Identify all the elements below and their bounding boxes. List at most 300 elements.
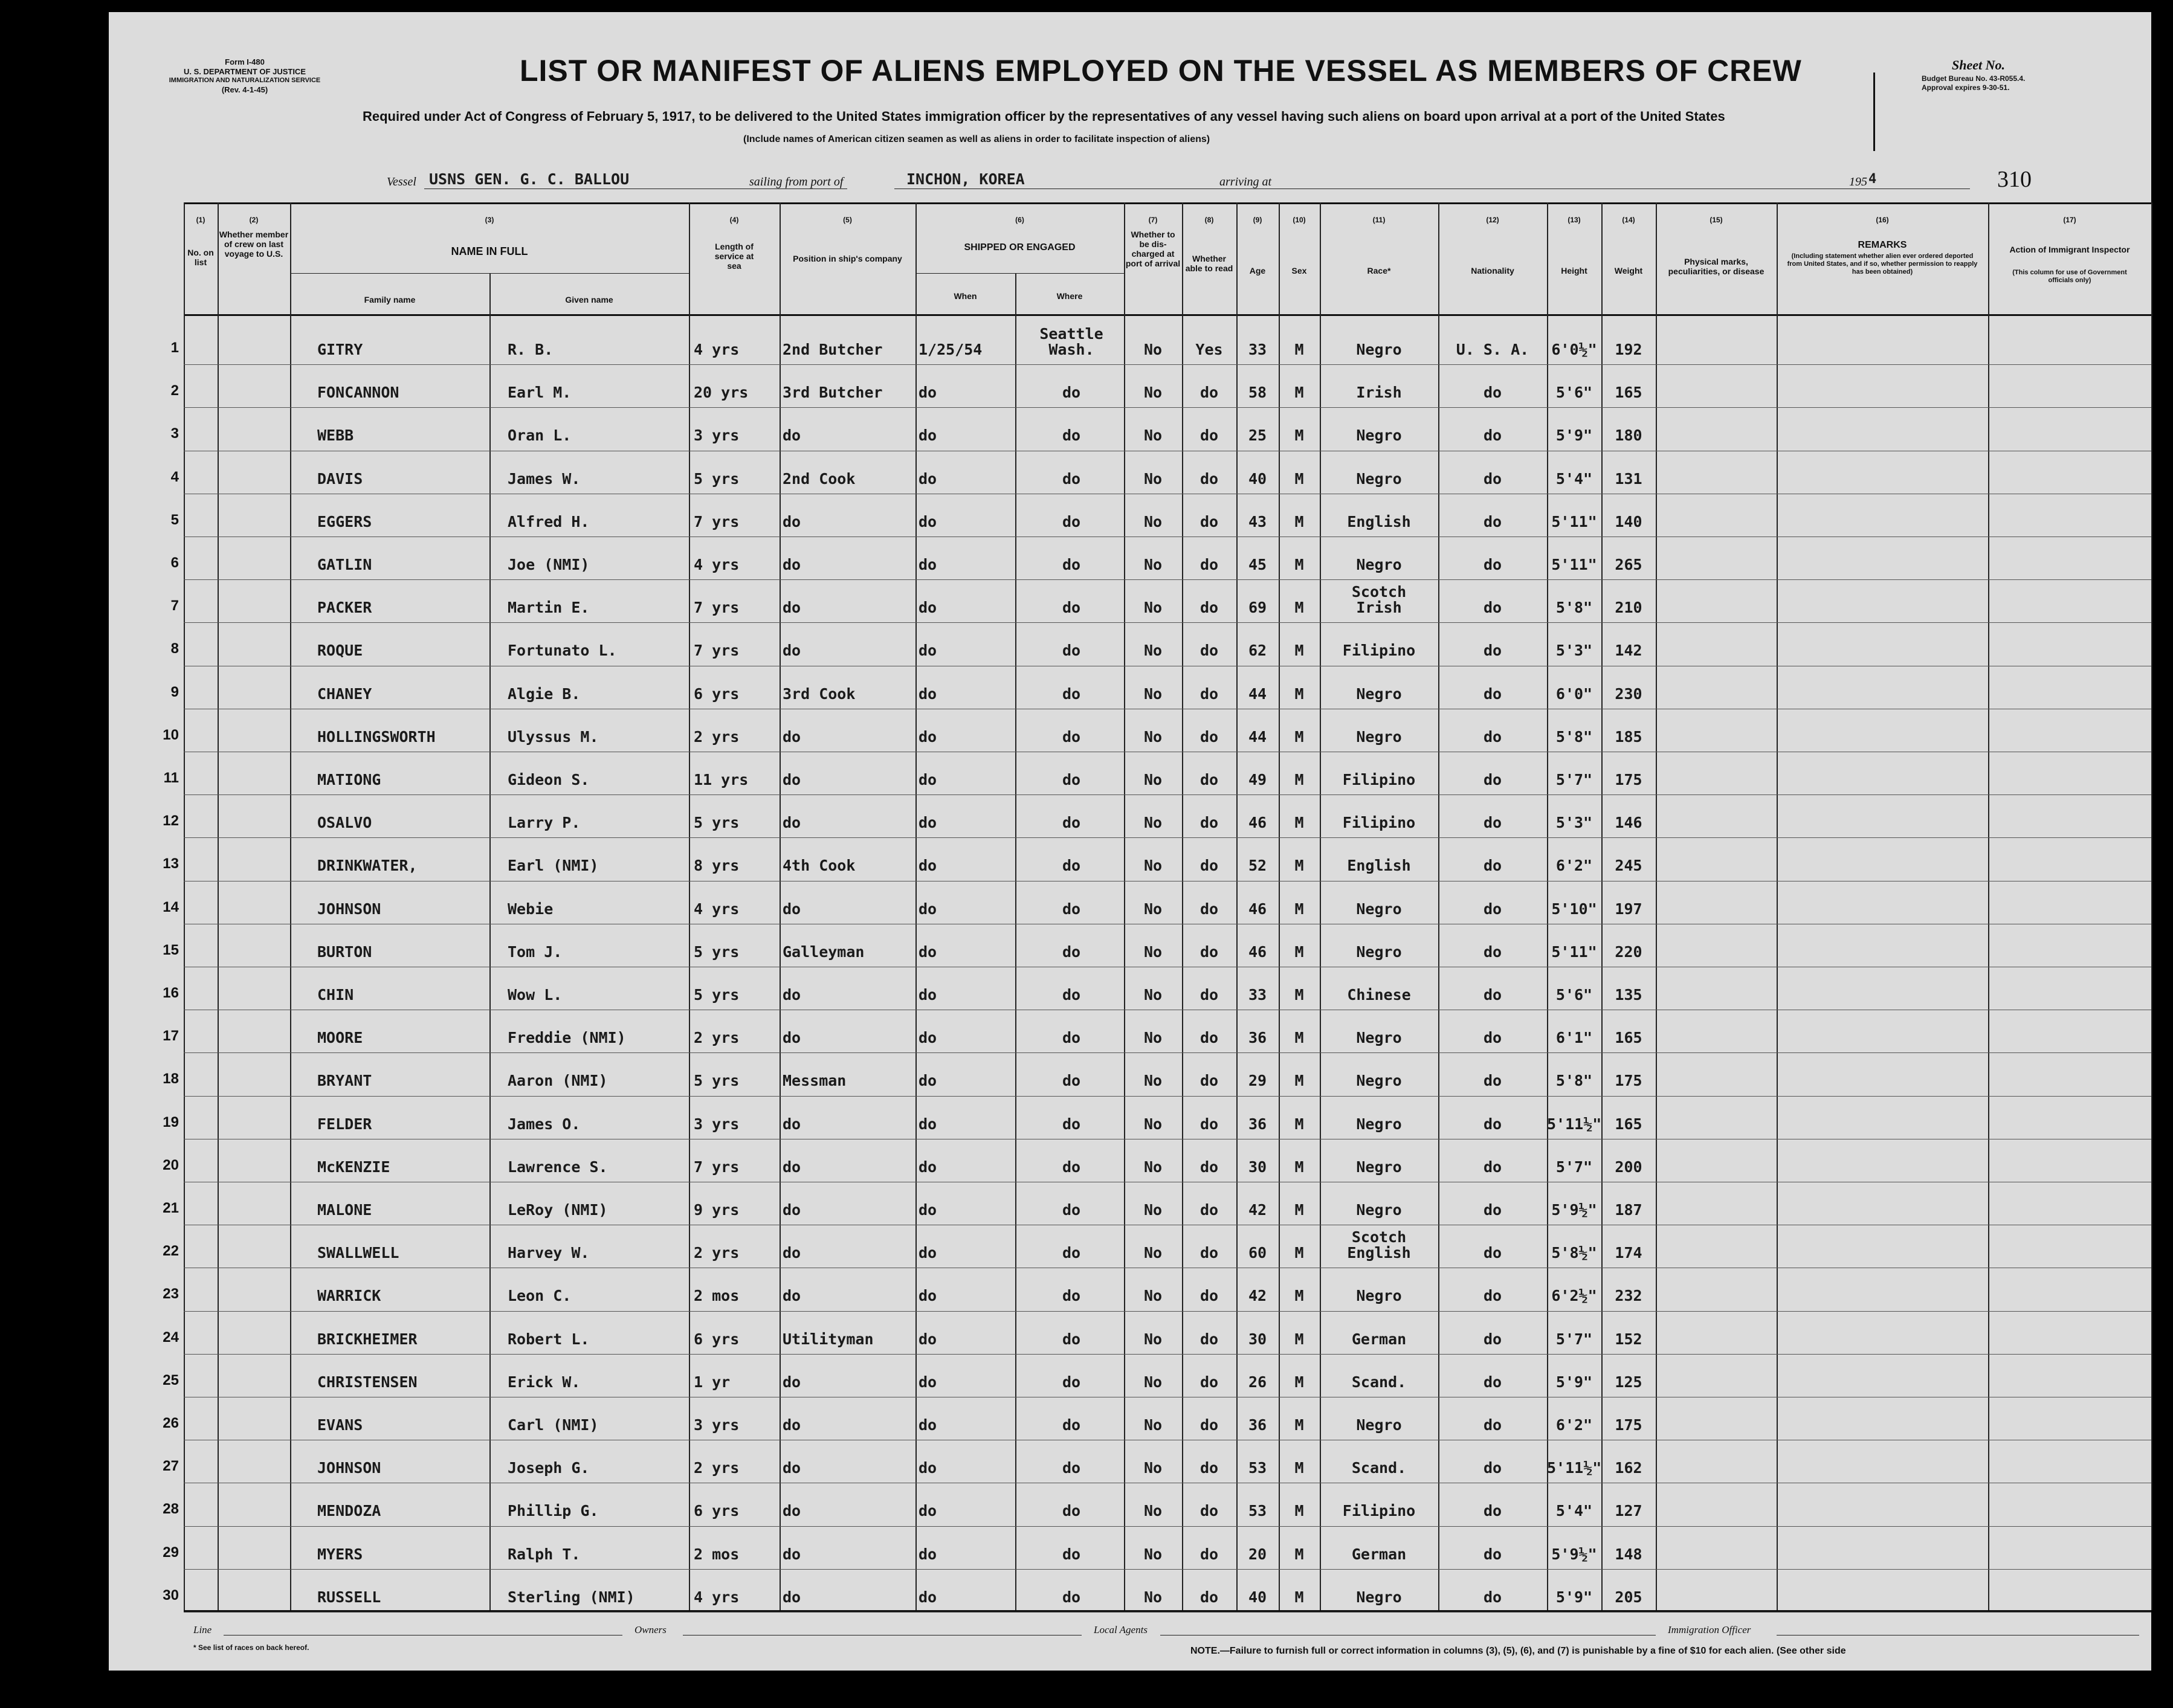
cell-position: do bbox=[783, 1287, 801, 1305]
cell-given: Robert L. bbox=[508, 1330, 590, 1348]
cell-given: Oran L. bbox=[508, 427, 572, 445]
col8-number: (8) bbox=[1204, 216, 1214, 224]
cell-height: 5'9" bbox=[1555, 1588, 1593, 1606]
row-number: 5 bbox=[170, 511, 179, 528]
cell-read: do bbox=[1200, 857, 1219, 875]
cell-age: 62 bbox=[1248, 642, 1267, 660]
cell-nat: do bbox=[1483, 1502, 1502, 1520]
cell-given: Joseph G. bbox=[508, 1459, 590, 1477]
cell-given: Earl M. bbox=[508, 384, 572, 402]
cell-race: German bbox=[1351, 1545, 1407, 1563]
row-number: 4 bbox=[170, 468, 179, 485]
cell-height: 5'6" bbox=[1555, 384, 1593, 402]
cell-given: Ralph T. bbox=[508, 1545, 581, 1563]
cell-race: Negro bbox=[1356, 1115, 1402, 1133]
cell-weight: 175 bbox=[1615, 1416, 1642, 1434]
cell-position: do bbox=[783, 900, 801, 918]
row-number: 22 bbox=[163, 1243, 179, 1260]
cell-disch: No bbox=[1143, 1029, 1163, 1047]
cell-family: DAVIS bbox=[317, 469, 363, 488]
cell-height: 5'4" bbox=[1555, 469, 1593, 488]
cell-weight: 205 bbox=[1615, 1588, 1642, 1606]
cell-weight: 180 bbox=[1615, 427, 1642, 445]
cell-nat: do bbox=[1483, 1459, 1502, 1477]
cell-read: do bbox=[1200, 1373, 1219, 1391]
cell-height: 5'7" bbox=[1555, 771, 1593, 788]
cell-nat: do bbox=[1483, 1072, 1502, 1090]
cell-race: Negro bbox=[1356, 1072, 1402, 1090]
cell-weight: 197 bbox=[1615, 900, 1642, 918]
cell-race: Negro bbox=[1356, 1588, 1402, 1606]
table-row bbox=[109, 326, 2151, 369]
col4-number: (4) bbox=[729, 216, 739, 224]
col10-header: Sex bbox=[1291, 266, 1307, 276]
cell-disch: No bbox=[1143, 1244, 1163, 1262]
cell-height: 5'9½" bbox=[1551, 1201, 1597, 1219]
table-row bbox=[109, 1057, 2151, 1100]
cell-disch: No bbox=[1143, 1588, 1163, 1606]
cell-when: do bbox=[919, 814, 937, 832]
cell-position: 4th Cook bbox=[783, 857, 856, 875]
cell-height: 5'11½" bbox=[1547, 1115, 1602, 1133]
vessel-name: USNS GEN. G. C. BALLOU bbox=[429, 170, 630, 188]
row-number: 2 bbox=[170, 382, 179, 399]
cell-age: 29 bbox=[1248, 1072, 1267, 1090]
cell-position: Galleyman bbox=[783, 943, 865, 961]
cell-family: FONCANNON bbox=[317, 384, 399, 402]
cell-race: Negro bbox=[1356, 1416, 1402, 1434]
cell-where: do bbox=[1062, 900, 1081, 918]
cell-weight: 142 bbox=[1615, 642, 1642, 660]
row-rule bbox=[184, 794, 2151, 795]
cell-read: do bbox=[1200, 1330, 1219, 1348]
cell-nat: do bbox=[1483, 1201, 1502, 1219]
cell-position: 2nd Butcher bbox=[783, 341, 883, 358]
cell-race: Scotch English bbox=[1347, 1228, 1411, 1262]
cell-nat: do bbox=[1483, 427, 1502, 445]
cell-disch: No bbox=[1143, 1545, 1163, 1563]
cell-where: do bbox=[1062, 1459, 1081, 1477]
row-number: 23 bbox=[163, 1286, 179, 1303]
cell-disch: No bbox=[1143, 685, 1163, 703]
cell-height: 5'11½" bbox=[1547, 1459, 1602, 1477]
cell-height: 5'8½" bbox=[1551, 1244, 1597, 1262]
cell-age: 40 bbox=[1248, 1588, 1267, 1606]
cell-service: 7 yrs bbox=[694, 642, 740, 660]
cell-nat: U. S. A. bbox=[1456, 341, 1529, 358]
row-rule bbox=[184, 837, 2151, 838]
cell-where: do bbox=[1062, 1373, 1081, 1391]
cell-nat: do bbox=[1483, 857, 1502, 875]
cell-family: MOORE bbox=[317, 1029, 363, 1047]
cell-weight: 148 bbox=[1615, 1545, 1642, 1563]
year-label: 195 bbox=[1849, 175, 1867, 189]
cell-weight: 165 bbox=[1615, 1029, 1642, 1047]
cell-read: Yes bbox=[1195, 341, 1223, 358]
cell-disch: No bbox=[1143, 1330, 1163, 1348]
cell-disch: No bbox=[1143, 469, 1163, 488]
row-number: 8 bbox=[170, 640, 179, 657]
table-row bbox=[109, 1014, 2151, 1057]
cell-disch: No bbox=[1143, 1502, 1163, 1520]
cell-read: do bbox=[1200, 1502, 1219, 1520]
page-subtitle-note: (Include names of American citizen seamen as well as aliens in order to facilitate inspection of aliens) bbox=[743, 134, 1210, 144]
cell-where: do bbox=[1062, 599, 1081, 617]
table-row bbox=[109, 842, 2151, 885]
cell-nat: do bbox=[1483, 1115, 1502, 1133]
cell-weight: 220 bbox=[1615, 943, 1642, 961]
cell-family: MATIONG bbox=[317, 771, 381, 788]
cell-weight: 165 bbox=[1615, 1115, 1642, 1133]
column-divider bbox=[2151, 202, 2152, 1610]
cell-position: do bbox=[783, 1588, 801, 1606]
cell-sex: M bbox=[1294, 857, 1304, 875]
col15-header: Physical marks, peculiarities, or disease bbox=[1668, 257, 1765, 276]
cell-height: 5'9" bbox=[1555, 427, 1593, 445]
col4-header: Length of service at sea bbox=[714, 242, 754, 271]
cell-disch: No bbox=[1143, 599, 1163, 617]
cell-sex: M bbox=[1294, 986, 1304, 1004]
cell-age: 53 bbox=[1248, 1459, 1267, 1477]
approval-expires: Approval expires 9-30-51. bbox=[1922, 83, 2010, 92]
cell-service: 2 yrs bbox=[694, 1459, 740, 1477]
footer-line-label: Line bbox=[193, 1624, 212, 1635]
cell-nat: do bbox=[1483, 943, 1502, 961]
cell-where: do bbox=[1062, 814, 1081, 832]
cell-read: do bbox=[1200, 384, 1219, 402]
cell-disch: No bbox=[1143, 814, 1163, 832]
cell-height: 5'11" bbox=[1551, 943, 1597, 961]
row-number: 20 bbox=[163, 1156, 179, 1173]
cell-weight: 131 bbox=[1615, 469, 1642, 488]
sailing-label: sailing from port of bbox=[749, 175, 844, 189]
cell-race: Negro bbox=[1356, 427, 1402, 445]
cell-family: EVANS bbox=[317, 1416, 363, 1434]
cell-race: German bbox=[1351, 1330, 1407, 1348]
cell-given: Phillip G. bbox=[508, 1502, 599, 1520]
cell-position: do bbox=[783, 512, 801, 530]
cell-position: do bbox=[783, 1373, 801, 1391]
cell-disch: No bbox=[1143, 857, 1163, 875]
cell-service: 3 yrs bbox=[694, 1115, 740, 1133]
cell-weight: 140 bbox=[1615, 512, 1642, 530]
cell-read: do bbox=[1200, 1029, 1219, 1047]
row-rule bbox=[184, 1526, 2151, 1527]
cell-given: Larry P. bbox=[508, 814, 581, 832]
cell-height: 5'8" bbox=[1555, 1072, 1593, 1090]
cell-family: MALONE bbox=[317, 1201, 372, 1219]
cell-nat: do bbox=[1483, 814, 1502, 832]
cell-race: Negro bbox=[1356, 685, 1402, 703]
cell-given: Tom J. bbox=[508, 943, 563, 961]
cell-read: do bbox=[1200, 512, 1219, 530]
cell-where: do bbox=[1062, 1502, 1081, 1520]
cell-disch: No bbox=[1143, 943, 1163, 961]
cell-height: 5'4" bbox=[1555, 1502, 1593, 1520]
cell-when: do bbox=[919, 512, 937, 530]
cell-service: 5 yrs bbox=[694, 1072, 740, 1090]
cell-sex: M bbox=[1294, 1502, 1304, 1520]
table-row bbox=[109, 1445, 2151, 1487]
col2-header: Whether member of crew on last voyage to U.S. bbox=[219, 230, 289, 259]
cell-service: 9 yrs bbox=[694, 1201, 740, 1219]
table-row bbox=[109, 1144, 2151, 1187]
cell-sex: M bbox=[1294, 427, 1304, 445]
cell-age: 20 bbox=[1248, 1545, 1267, 1563]
cell-read: do bbox=[1200, 771, 1219, 788]
col16-header: REMARKS bbox=[1858, 240, 1907, 250]
cell-age: 33 bbox=[1248, 986, 1267, 1004]
col8-header: Whether able to read bbox=[1185, 254, 1233, 273]
cell-age: 52 bbox=[1248, 857, 1267, 875]
cell-service: 1 yr bbox=[694, 1373, 731, 1391]
cell-disch: No bbox=[1143, 900, 1163, 918]
row-rule bbox=[184, 1612, 2151, 1613]
cell-weight: 127 bbox=[1615, 1502, 1642, 1520]
cell-weight: 175 bbox=[1615, 1072, 1642, 1090]
row-number: 7 bbox=[170, 598, 179, 614]
cell-age: 30 bbox=[1248, 1158, 1267, 1176]
cell-position: do bbox=[783, 986, 801, 1004]
cell-age: 53 bbox=[1248, 1502, 1267, 1520]
cell-when: do bbox=[919, 1373, 937, 1391]
form-department: U. S. DEPARTMENT OF JUSTICE bbox=[184, 67, 306, 76]
cell-sex: M bbox=[1294, 642, 1304, 660]
row-number: 28 bbox=[163, 1501, 179, 1518]
cell-when: do bbox=[919, 943, 937, 961]
cell-sex: M bbox=[1294, 1115, 1304, 1133]
cell-disch: No bbox=[1143, 986, 1163, 1004]
cell-read: do bbox=[1200, 469, 1219, 488]
table-row bbox=[109, 714, 2151, 756]
cell-service: 5 yrs bbox=[694, 943, 740, 961]
cell-race: Negro bbox=[1356, 1201, 1402, 1219]
cell-weight: 210 bbox=[1615, 599, 1642, 617]
cell-when: do bbox=[919, 1416, 937, 1434]
cell-when: do bbox=[919, 642, 937, 660]
cell-age: 26 bbox=[1248, 1373, 1267, 1391]
cell-where: do bbox=[1062, 1330, 1081, 1348]
cell-sex: M bbox=[1294, 384, 1304, 402]
cell-read: do bbox=[1200, 1244, 1219, 1262]
cell-service: 7 yrs bbox=[694, 1158, 740, 1176]
cell-family: BRICKHEIMER bbox=[317, 1330, 418, 1348]
cell-where: do bbox=[1062, 1244, 1081, 1262]
table-row bbox=[109, 1101, 2151, 1144]
cell-sex: M bbox=[1294, 599, 1304, 617]
cell-weight: 162 bbox=[1615, 1459, 1642, 1477]
cell-given: Lawrence S. bbox=[508, 1158, 608, 1176]
table-row bbox=[109, 1316, 2151, 1359]
cell-position: Messman bbox=[783, 1072, 847, 1090]
cell-position: do bbox=[783, 1201, 801, 1219]
form-revision: (Rev. 4-1-45) bbox=[221, 85, 268, 94]
cell-read: do bbox=[1200, 727, 1219, 746]
col16-subheader: (Including statement whether alien ever ordered deported from United States, and if so, whether permission to reapply has been obtained) bbox=[1787, 253, 1978, 276]
cell-nat: do bbox=[1483, 727, 1502, 746]
cell-service: 5 yrs bbox=[694, 986, 740, 1004]
row-rule bbox=[184, 622, 2151, 623]
cell-position: do bbox=[783, 1244, 801, 1262]
cell-nat: do bbox=[1483, 1158, 1502, 1176]
row-number: 26 bbox=[163, 1415, 179, 1431]
cell-read: do bbox=[1200, 1459, 1219, 1477]
cell-read: do bbox=[1200, 814, 1219, 832]
cell-position: do bbox=[783, 771, 801, 788]
cell-sex: M bbox=[1294, 1588, 1304, 1606]
cell-when: do bbox=[919, 986, 937, 1004]
col6-header: SHIPPED OR ENGAGED bbox=[964, 242, 1076, 253]
cell-weight: 187 bbox=[1615, 1201, 1642, 1219]
cell-sex: M bbox=[1294, 1416, 1304, 1434]
footer-owners-label: Owners bbox=[634, 1624, 667, 1635]
cell-disch: No bbox=[1143, 771, 1163, 788]
row-number: 3 bbox=[170, 425, 179, 442]
cell-given: Joe (NMI) bbox=[508, 556, 590, 573]
cell-service: 8 yrs bbox=[694, 857, 740, 875]
cell-when: do bbox=[919, 1072, 937, 1090]
cell-read: do bbox=[1200, 1545, 1219, 1563]
cell-sex: M bbox=[1294, 727, 1304, 746]
row-number: 11 bbox=[163, 770, 179, 786]
cell-race: Scand. bbox=[1351, 1459, 1407, 1477]
cell-family: DRINKWATER, bbox=[317, 857, 418, 875]
row-rule bbox=[184, 364, 2151, 365]
cell-family: CHRISTENSEN bbox=[317, 1373, 418, 1391]
cell-service: 2 yrs bbox=[694, 1244, 740, 1262]
cell-height: 6'2" bbox=[1555, 1416, 1593, 1434]
col5-number: (5) bbox=[843, 216, 852, 224]
table-row bbox=[109, 369, 2151, 412]
cell-given: Algie B. bbox=[508, 685, 581, 703]
row-rule bbox=[184, 1052, 2151, 1053]
cell-height: 5'10" bbox=[1551, 900, 1597, 918]
cell-where: do bbox=[1062, 1029, 1081, 1047]
cell-nat: do bbox=[1483, 900, 1502, 918]
cell-height: 6'0½" bbox=[1551, 341, 1597, 358]
cell-when: do bbox=[919, 1545, 937, 1563]
cell-height: 5'3" bbox=[1555, 642, 1593, 660]
cell-given: Freddie (NMI) bbox=[508, 1029, 626, 1047]
row-number: 13 bbox=[163, 856, 179, 872]
cell-given: Carl (NMI) bbox=[508, 1416, 599, 1434]
cell-read: do bbox=[1200, 1287, 1219, 1305]
cell-position: Utilityman bbox=[783, 1330, 874, 1348]
cell-weight: 192 bbox=[1615, 341, 1642, 358]
cell-service: 2 mos bbox=[694, 1545, 740, 1563]
cell-when: do bbox=[919, 469, 937, 488]
row-number: 1 bbox=[170, 340, 179, 356]
cell-when: do bbox=[919, 1158, 937, 1176]
cell-position: do bbox=[783, 427, 801, 445]
col17-subheader: (This column for use of Government officials only) bbox=[2012, 269, 2127, 284]
cell-race: Negro bbox=[1356, 469, 1402, 488]
cell-read: do bbox=[1200, 685, 1219, 703]
cell-when: 1/25/54 bbox=[919, 341, 983, 358]
cell-given: James O. bbox=[508, 1115, 581, 1133]
col3-header: NAME IN FULL bbox=[451, 245, 528, 257]
cell-where: do bbox=[1062, 1416, 1081, 1434]
cell-weight: 152 bbox=[1615, 1330, 1642, 1348]
table-row bbox=[109, 671, 2151, 714]
cell-position: do bbox=[783, 814, 801, 832]
cell-nat: do bbox=[1483, 1029, 1502, 1047]
cell-disch: No bbox=[1143, 1115, 1163, 1133]
col9-header: Age bbox=[1249, 266, 1266, 276]
cell-age: 46 bbox=[1248, 814, 1267, 832]
cell-where: do bbox=[1062, 943, 1081, 961]
cell-age: 49 bbox=[1248, 771, 1267, 788]
cell-when: do bbox=[919, 1502, 937, 1520]
table-row bbox=[109, 1272, 2151, 1315]
cell-nat: do bbox=[1483, 1330, 1502, 1348]
row-number: 17 bbox=[163, 1028, 179, 1045]
cell-race: Negro bbox=[1356, 1029, 1402, 1047]
cell-given: Aaron (NMI) bbox=[508, 1072, 608, 1090]
page-number: 310 bbox=[1997, 167, 2032, 192]
cell-family: SWALLWELL bbox=[317, 1244, 399, 1262]
row-rule bbox=[184, 407, 2151, 408]
cell-family: GITRY bbox=[317, 341, 363, 358]
col13-header: Height bbox=[1561, 266, 1587, 276]
row-rule bbox=[184, 579, 2151, 580]
cell-family: RUSSELL bbox=[317, 1588, 381, 1606]
table-row bbox=[109, 799, 2151, 842]
col11-header: Race* bbox=[1367, 266, 1391, 276]
col1-header: No. on list bbox=[187, 248, 214, 267]
col12-header: Nationality bbox=[1471, 266, 1514, 276]
cell-service: 4 yrs bbox=[694, 900, 740, 918]
cell-family: WARRICK bbox=[317, 1287, 381, 1305]
row-number: 16 bbox=[163, 985, 179, 1001]
cell-height: 5'7" bbox=[1555, 1158, 1593, 1176]
cell-when: do bbox=[919, 727, 937, 746]
cell-where: do bbox=[1062, 1588, 1081, 1606]
cell-nat: do bbox=[1483, 384, 1502, 402]
cell-nat: do bbox=[1483, 599, 1502, 617]
cell-sex: M bbox=[1294, 1459, 1304, 1477]
table-row bbox=[109, 929, 2151, 972]
cell-service: 6 yrs bbox=[694, 1330, 740, 1348]
cell-given: Earl (NMI) bbox=[508, 857, 599, 875]
races-footnote: * See list of races on back hereof. bbox=[193, 1643, 309, 1652]
cell-read: do bbox=[1200, 1588, 1219, 1606]
cell-service: 2 yrs bbox=[694, 1029, 740, 1047]
cell-family: CHANEY bbox=[317, 685, 372, 703]
cell-weight: 125 bbox=[1615, 1373, 1642, 1391]
cell-age: 42 bbox=[1248, 1287, 1267, 1305]
cell-height: 5'9" bbox=[1555, 1373, 1593, 1391]
manifest-sheet bbox=[109, 12, 2151, 1671]
col1-number: (1) bbox=[196, 216, 205, 224]
cell-age: 69 bbox=[1248, 599, 1267, 617]
cell-height: 6'2" bbox=[1555, 857, 1593, 875]
cell-nat: do bbox=[1483, 986, 1502, 1004]
cell-disch: No bbox=[1143, 1158, 1163, 1176]
cell-service: 4 yrs bbox=[694, 556, 740, 573]
col3a-header: Family name bbox=[364, 295, 416, 305]
cell-age: 44 bbox=[1248, 685, 1267, 703]
table-row bbox=[109, 1229, 2151, 1272]
cell-height: 6'1" bbox=[1555, 1029, 1593, 1047]
cell-age: 42 bbox=[1248, 1201, 1267, 1219]
table-row bbox=[109, 1574, 2151, 1617]
cell-where: do bbox=[1062, 469, 1081, 488]
cell-given: Harvey W. bbox=[508, 1244, 590, 1262]
cell-disch: No bbox=[1143, 1459, 1163, 1477]
cell-sex: M bbox=[1294, 814, 1304, 832]
col12-number: (12) bbox=[1486, 216, 1499, 224]
